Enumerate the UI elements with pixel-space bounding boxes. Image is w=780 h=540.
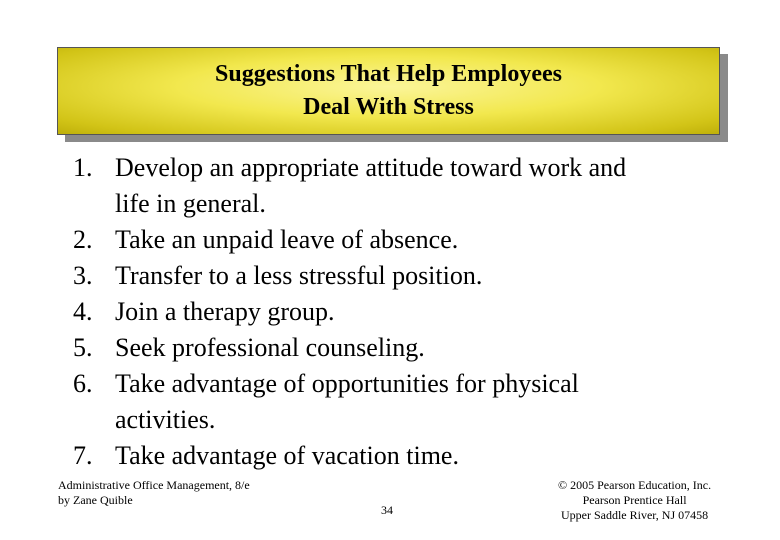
list-item: [73, 330, 635, 366]
item-text: Take advantage of vacation time.: [115, 441, 459, 470]
list-item: [73, 366, 635, 438]
footer-copyright: © 2005 Pearson Education, Inc.: [558, 478, 712, 492]
list-item: [73, 258, 635, 294]
item-text: Develop an appropriate attitude toward work and life in general.: [115, 153, 627, 218]
list-item: [73, 150, 635, 222]
footer-book-title: Administrative Office Management, 8/e: [58, 478, 250, 492]
title-box: [57, 47, 720, 135]
page-number: 34: [381, 503, 393, 517]
list-item: [73, 438, 635, 474]
item-text: Seek professional counseling.: [115, 333, 425, 362]
item-number: 1.: [73, 153, 93, 182]
item-number: 3.: [73, 261, 93, 290]
footer-book-info: [58, 478, 250, 508]
footer-location: Upper Saddle River, NJ 07458: [560, 508, 709, 522]
title-line-1: Suggestions That Help Employees: [215, 61, 562, 87]
title-line-2: Deal With Stress: [303, 94, 474, 120]
footer-publisher: Pearson Prentice Hall: [582, 493, 687, 507]
item-number: 6.: [73, 369, 93, 398]
footer-author: by Zane Quible: [58, 493, 133, 507]
item-number: 5.: [73, 333, 93, 362]
footer-publisher-info: [558, 478, 711, 523]
item-text: Take advantage of opportunities for physical activities.: [115, 369, 579, 434]
item-number: 2.: [73, 225, 93, 254]
item-text: Take an unpaid leave of absence.: [115, 225, 459, 254]
list-item: [73, 294, 635, 330]
list-item: [73, 222, 635, 258]
item-text: Join a therapy group.: [115, 297, 335, 326]
item-number: 4.: [73, 297, 93, 326]
item-text: Transfer to a less stressful position.: [115, 261, 483, 290]
suggestion-list: [73, 150, 635, 474]
item-number: 7.: [73, 441, 93, 470]
